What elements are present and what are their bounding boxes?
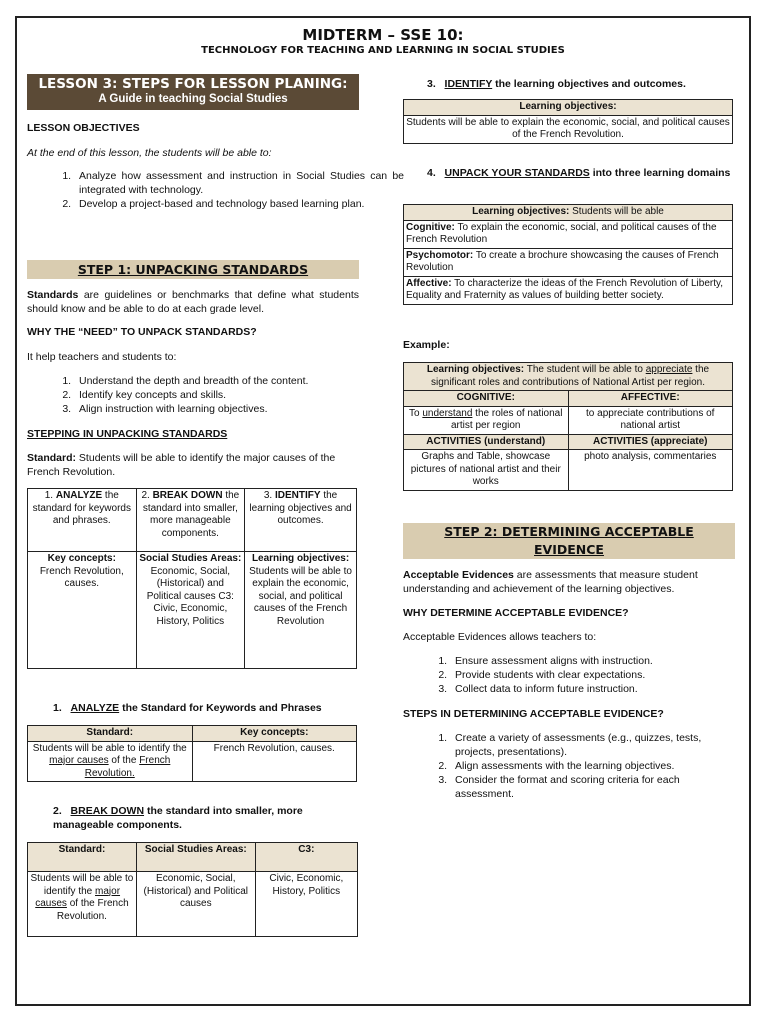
- num: 3.: [427, 78, 436, 90]
- standard-statement: [27, 451, 359, 479]
- why-evidence-intro: Acceptable Evidences allows teachers to:: [403, 631, 597, 643]
- underlined-text: appreciate: [645, 364, 693, 375]
- table-cell: Civic, Economic, History, Politics: [255, 872, 357, 937]
- table-row: [404, 363, 733, 391]
- text: the standard for keywords and phrases.: [32, 490, 131, 526]
- list-item: 3. Collect data to inform future instruction.: [450, 682, 768, 696]
- list-item: 2. Identify key concepts and skills.: [74, 388, 404, 402]
- list-item: 1. Create a variety of assessments (e.g., quizzes, tests, projects, presentations).: [450, 731, 740, 759]
- underlined-text: major causes: [49, 755, 109, 766]
- document-page: [15, 16, 751, 1006]
- text: the standard into smaller, more manageable components.: [53, 805, 303, 831]
- table-cell: [404, 220, 733, 248]
- definition-text: are guidelines or benchmarks that define what students should know and be able to do at each grade level.: [27, 289, 359, 315]
- num: 4.: [427, 167, 436, 179]
- label: Key concepts:: [47, 553, 116, 564]
- table-header: Social Studies Areas:: [136, 843, 255, 872]
- text: To: [409, 407, 423, 419]
- table-header: [404, 363, 733, 391]
- table-cell: [136, 552, 245, 669]
- table-cell: [28, 489, 137, 552]
- table-row: [28, 726, 357, 742]
- why-unpack-heading: WHY THE “NEED” TO UNPACK STANDARDS?: [27, 326, 257, 338]
- list-item: 3. Consider the format and scoring criteria for each assessment.: [450, 773, 740, 801]
- verb: BREAK DOWN: [70, 805, 145, 817]
- table-row: [28, 843, 358, 872]
- table-cell: [245, 552, 357, 669]
- list-item: 1. Understand the depth and breadth of the content.: [74, 374, 404, 388]
- example-label: Example:: [403, 339, 450, 351]
- course-subtitle: TECHNOLOGY FOR TEACHING AND LEARNING IN SOCIAL STUDIES: [201, 45, 565, 56]
- table-row: [28, 872, 358, 937]
- table-cell: Economic, Social, (Historical) and Political causes: [136, 872, 255, 937]
- text: into three learning domains: [589, 167, 731, 179]
- lesson-title: LESSON 3: STEPS FOR LESSON PLANING:: [38, 76, 348, 92]
- table-row: [404, 391, 733, 407]
- text: the roles of national artist per region: [451, 407, 563, 431]
- num: 1.: [44, 490, 56, 501]
- table-row: [28, 741, 357, 782]
- label: Cognitive:: [406, 221, 455, 233]
- table-cell: photo analysis, commentaries: [568, 450, 733, 491]
- table-cell: [28, 552, 137, 669]
- table-cell: [28, 741, 193, 782]
- text: Students will be able: [569, 206, 664, 217]
- table-row: [404, 115, 733, 143]
- step1-banner: STEP 1: UNPACKING STANDARDS: [27, 260, 359, 279]
- objectives-intro: At the end of this lesson, the students will be able to:: [27, 147, 272, 159]
- table-row: [404, 434, 733, 450]
- verb: IDENTIFY: [275, 490, 321, 501]
- label: Psychomotor:: [406, 249, 474, 261]
- table-cell: [404, 276, 733, 304]
- text: the significant roles and contributions of National Artist per region.: [430, 364, 710, 388]
- table-row: [404, 276, 733, 304]
- underlined-text: major causes: [35, 885, 121, 909]
- table-header: AFFECTIVE:: [568, 391, 733, 407]
- objectives-list: [27, 169, 404, 211]
- table-row: [404, 248, 733, 276]
- list-item: 1. Ensure assessment aligns with instruction.: [450, 654, 768, 668]
- step2-title-line2: EVIDENCE: [534, 542, 604, 557]
- label: Learning objectives:: [472, 206, 570, 217]
- text: Students will be able to identify the: [30, 873, 134, 897]
- label: Learning objectives:: [251, 553, 350, 564]
- table-header: Standard:: [28, 726, 193, 742]
- steps-evidence-heading: STEPS IN DETERMINING ACCEPTABLE EVIDENCE?: [403, 708, 664, 720]
- evidence-definition: [403, 568, 735, 596]
- analyze-heading: [53, 701, 322, 715]
- domains-table: [403, 204, 733, 305]
- num: 2.: [141, 490, 153, 501]
- text: the learning objectives and outcomes.: [249, 490, 352, 526]
- breakdown-table: [27, 842, 358, 937]
- term: Acceptable Evidences: [403, 569, 514, 581]
- table-cell: Graphs and Table, showcase pictures of national artist and their works: [404, 450, 569, 491]
- label: Learning objectives:: [426, 364, 525, 375]
- table-cell: to appreciate contributions of national artist: [568, 406, 733, 434]
- why-unpack-list: [27, 374, 404, 416]
- verb: BREAK DOWN: [152, 490, 223, 501]
- text: Students will be able to explain the economic, social, and political causes of the French Revolution: [249, 565, 352, 627]
- table-row: [404, 220, 733, 248]
- verb: IDENTIFY: [444, 78, 493, 90]
- identify-heading: [427, 77, 686, 91]
- text: French Revolution, causes.: [39, 565, 124, 589]
- text: Students will be able to identify the: [32, 742, 187, 754]
- midterm-title: MIDTERM – SSE 10:: [302, 26, 464, 44]
- text: Economic, Social, (Historical) and Political causes C3: Civic, Economic, History, Politics: [146, 565, 234, 627]
- table-header: ACTIVITIES (appreciate): [568, 434, 733, 450]
- table-header: Learning objectives:: [404, 100, 733, 116]
- table-header: [404, 205, 733, 221]
- table-row: [404, 406, 733, 434]
- step2-title-line1: STEP 2: DETERMINING ACCEPTABLE: [444, 524, 694, 539]
- table-row: [28, 552, 357, 669]
- why-evidence-heading: WHY DETERMINE ACCEPTABLE EVIDENCE?: [403, 607, 629, 619]
- table-cell: [404, 248, 733, 276]
- lesson-banner: [27, 74, 359, 110]
- analyze-table: [27, 725, 357, 782]
- why-evidence-list: [403, 654, 768, 696]
- num: 1.: [53, 702, 62, 714]
- verb: UNPACK YOUR STANDARDS: [444, 167, 590, 179]
- table-header: Key concepts:: [192, 726, 357, 742]
- text: of the French Revolution.: [56, 898, 129, 922]
- verb: ANALYZE: [70, 702, 120, 714]
- text: the Standard for Keywords and Phrases: [119, 702, 322, 714]
- table-cell: Students will be able to explain the economic, social, and political causes of the French Revolution.: [404, 115, 733, 143]
- num: 3.: [263, 490, 275, 501]
- text: The student will be able to: [524, 364, 646, 375]
- table-header: ACTIVITIES (understand): [404, 434, 569, 450]
- text: the standard into smaller, more manageable components.: [142, 490, 240, 539]
- table-row: [404, 205, 733, 221]
- text: To create a brochure showcasing the causes of French Revolution: [406, 249, 719, 273]
- list-item: 2. Provide students with clear expectations.: [450, 668, 768, 682]
- text: To explain the economic, social, and political causes of the French Revolution: [406, 221, 717, 245]
- standards-definition: [27, 288, 359, 316]
- table-header: COGNITIVE:: [404, 391, 569, 407]
- breakdown-heading: [53, 804, 353, 832]
- text: Students will be able to identify the major causes of the French Revolution.: [27, 452, 336, 478]
- term: Standards: [27, 289, 79, 301]
- table-cell: [245, 489, 357, 552]
- text: the learning objectives and outcomes.: [492, 78, 686, 90]
- table-cell: French Revolution, causes.: [192, 741, 357, 782]
- list-item: 2. Align assessments with the learning objectives.: [450, 759, 740, 773]
- identify-table: [403, 99, 733, 144]
- list-item: 1. Analyze how assessment and instruction in Social Studies can be integrated with technology.: [74, 169, 404, 197]
- example-table: [403, 362, 733, 491]
- table-cell: [404, 406, 569, 434]
- label: Affective:: [406, 277, 452, 289]
- table-row: [404, 100, 733, 116]
- why-unpack-intro: It help teachers and students to:: [27, 351, 177, 363]
- table-cell: [28, 872, 137, 937]
- underlined-text: understand: [422, 407, 473, 419]
- step2-banner: [403, 523, 735, 559]
- verb: ANALYZE: [55, 490, 103, 501]
- stepping-heading: STEPPING IN UNPACKING STANDARDS: [27, 428, 228, 440]
- table-header: Standard:: [28, 843, 137, 872]
- list-item: 3. Align instruction with learning objectives.: [74, 402, 404, 416]
- table-header: C3:: [255, 843, 357, 872]
- definition-text: are assessments that measure student understanding and achievement of the learning objectives.: [403, 569, 698, 595]
- lesson-subtitle: A Guide in teaching Social Studies: [98, 93, 288, 105]
- table-row: [404, 450, 733, 491]
- text: To characterize the ideas of the French Revolution of Liberty, Equality and Fraternity as values of building better society.: [406, 277, 724, 301]
- table-cell: [136, 489, 245, 552]
- label: Standard:: [27, 452, 77, 464]
- unpack-heading: [427, 166, 732, 180]
- objectives-heading: LESSON OBJECTIVES: [27, 122, 140, 134]
- steps-evidence-list: [403, 731, 740, 801]
- underlined-text: French Revolution.: [84, 755, 171, 779]
- label: Social Studies Areas:: [139, 553, 242, 564]
- num: 2.: [53, 805, 62, 817]
- unpacking-steps-table: [27, 488, 357, 669]
- text: of the: [108, 755, 140, 766]
- list-item: 2. Develop a project-based and technology based learning plan.: [74, 197, 404, 211]
- table-row: [28, 489, 357, 552]
